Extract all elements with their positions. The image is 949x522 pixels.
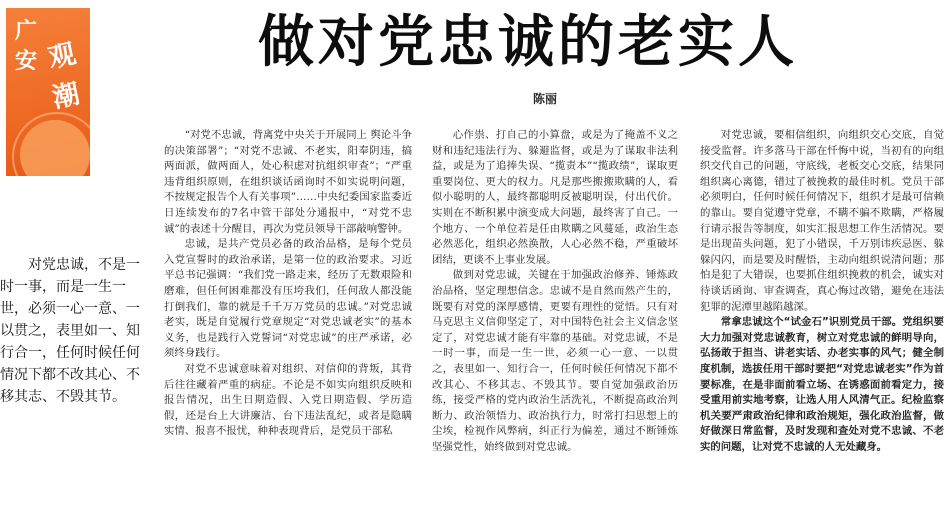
paragraph: 对党忠诚，要相信组织，向组织交心交底，自觉接受监督。许多落马干部在忏悔中说，当初有的向组织交代自己的问题，守底线，老板交心交底，结果同组织离心离德，错过了被挽救的最佳时机。党员干部必须明白，任何时候任何情况下，组织才是最可信赖的靠山。要自觉遵守党章，不瞒不骗不欺瞒，严格履行请示报告等制度，如实汇报思想工作生活情况。要是出现苗头问题，犯了小错误，千万别讳疾忌医、躲躲闪闪，而是要及时醒悟，主动向组织说清问题；那怕是犯了大错误，也要抓住组织挽救的机会，诚实对待谈话函询、审查调查，真心悔过改错，避免在违法犯罪的泥潭里越陷越深。 [700, 129, 944, 313]
column-logo [6, 8, 90, 176]
article-column-3 [700, 128, 944, 518]
article-column-2 [432, 128, 678, 518]
paragraph: 做到对党忠诚，关键在于加强政治修养、锤炼政治品格，坚定理想信念。忠诚不是自然而然产生的，既要有对党的深厚感情，更要有理性的觉悟。只有对马克思主义信仰坚定了，对中国特色社会主义信念坚定了，对党忠诚才能有牢靠的基础。对党忠诚，不是一时一事，而是一生一世，必须一心一意、一以贯之，表里如一、知行合一，任何时候任何情况下都不改其心、不移其志、不毁其节。要自觉加强政治历练，接受严格的党内政治生活洗礼，不断提高政治判断力、政治领悟力、政治执行力，时常打扫思想上的尘埃，检视作风弊病，纠正行为偏差，通过不断锤炼坚强党性，始终做到对党忠诚。 [432, 269, 678, 453]
article-author: 陈丽 [532, 92, 557, 106]
logo-char-chao: 潮 [49, 78, 83, 115]
logo-char-guan: 观 [45, 38, 79, 75]
logo-char-guang: 广 [15, 18, 38, 44]
pull-quote: 对党忠诚，不是一时一事，而是一生一世，必须一心一意、一以贯之，表里如一、知行合一，任何时候任何情况下都不改其心、不移其志、不毁其节。 [0, 257, 140, 405]
logo-char-an: 安 [15, 48, 38, 74]
paragraph: 忠诚，是共产党员必备的政治品格，是每个党员入党宣誓时的政治承诺，是第一位的政治要求。习近平总书记强调：“我们党一路走来，经历了无数艰险和磨难，但任何困难都没有压垮我们，任何敌人都没能打倒我们，靠的就是千千万万党员的忠诚。”对党忠诚老实，既是自觉履行党章规定“对党忠诚老实”的基本义务，也是践行入党誓词“对党忠诚”的庄严承诺，必须终身践行。 [164, 238, 412, 360]
paragraph: 心作祟、打自己的小算盘，或是为了掩盖不义之财和违纪违法行为、躲避监督，或是为了谋取非法利益，或是为了追捧失误、“揽责本”“揽政绩”，谋取更重要岗位、更大的权力。凡是那些搬搬欺瞒的人，看似小聪明的人，最终都聪明反被聪明误，付出代价。实则在不断积累中演变成大问题，最终害了自己。一个地方、一个单位若是任由欺瞒之风蔓延，政治生态必然恶化，组织必然涣散，人心必然不稳，严重破坏团结，更谈不上事业发展。 [432, 129, 678, 266]
paragraph: “对党不忠诚，背离党中央关于开展同上 舆论斗争的决策部署”；“对党不忠诚、不老实，阳奉阴违，搞两面派，做两面人，处心积虑对抗组织审查”；“严重违背组织原则，在组织谈话函询时不如实说明问题，不按规定报告个人有关事项”……中央纪委国家监委近日连续发布的7名中管干部处分通报中，“对党不忠诚”的表述十分醒目，再次为党员领导干部敲响警钟。 [164, 129, 412, 235]
article-column-1 [164, 128, 412, 518]
paragraph: 对党不忠诚意味着对组织、对信仰的背叛，其背后往往藏着严重的病症。不论是不如实向组织反映和报告情况，出生日期造假、入党日期造假、学历造假，还是台上大讲廉洁、台下违法乱纪，或者是隐瞒实情、报喜不报忧，种种表现背后，是党员干部私 [164, 362, 412, 438]
paragraph: 常拿忠诚这个“试金石”识别党员干部。党组织要大力加强对党忠诚教育，树立对党忠诚的鲜明导向，弘扬敢于担当、讲老实话、办老实事的风气；健全制度机制，选拔任用干部时要把“对党忠诚老实”作为首要标准，在是非面前看立场、在诱惑面前看定力，接受重用前实地考察，让选人用人风清气正。纪检监察机关要严肃政治纪律和政治规矩，强化政治监督，做好做深日常监督，及时发现和查处对党不忠诚、不老实的问题，让对党不忠诚的人无处藏身。 [700, 316, 944, 453]
article-headline: 做对党忠诚的老实人 [258, 10, 798, 75]
